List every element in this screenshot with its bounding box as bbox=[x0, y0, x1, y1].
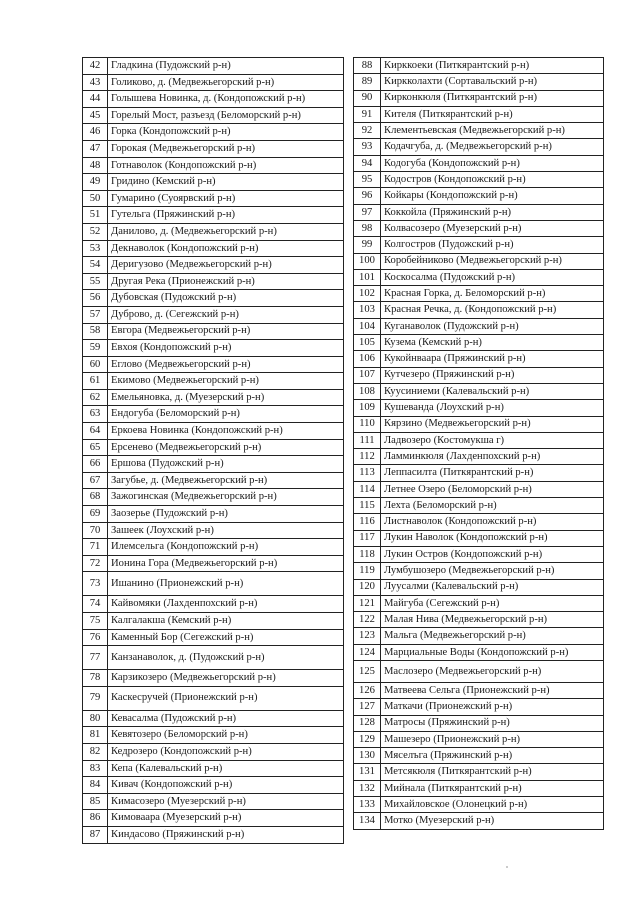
table-row bbox=[83, 572, 344, 596]
row-number: 67 bbox=[83, 472, 108, 489]
table-row bbox=[83, 810, 344, 827]
table-row bbox=[83, 107, 344, 124]
scan-speck bbox=[506, 866, 508, 868]
settlement-name: Гладкина (Пудожский р-н) bbox=[108, 58, 344, 75]
table-row bbox=[354, 351, 604, 367]
settlement-name: Маткачи (Прионежский р-н) bbox=[381, 699, 604, 715]
table-row bbox=[83, 174, 344, 191]
settlement-name: Куусиниеми (Калевальский р-н) bbox=[381, 383, 604, 399]
settlement-name: Евхоя (Кондопожский р-н) bbox=[108, 340, 344, 357]
table-row bbox=[83, 646, 344, 670]
row-number: 104 bbox=[354, 318, 381, 334]
table-row bbox=[83, 670, 344, 687]
table-row bbox=[83, 686, 344, 710]
table-row bbox=[83, 489, 344, 506]
settlement-name: Еркоева Новинка (Кондопожский р-н) bbox=[108, 423, 344, 440]
table-row bbox=[83, 629, 344, 646]
table-row bbox=[83, 356, 344, 373]
table-row bbox=[354, 123, 604, 139]
row-number: 130 bbox=[354, 748, 381, 764]
table-row bbox=[354, 106, 604, 122]
settlement-name: Колгостров (Пудожский р-н) bbox=[381, 237, 604, 253]
table-row bbox=[354, 465, 604, 481]
table-row bbox=[354, 481, 604, 497]
table-row bbox=[354, 58, 604, 74]
row-number: 56 bbox=[83, 290, 108, 307]
row-number: 55 bbox=[83, 273, 108, 290]
settlement-name: Маслозеро (Медвежьегорский р-н) bbox=[381, 660, 604, 682]
settlement-name: Летнее Озеро (Беломорский р-н) bbox=[381, 481, 604, 497]
row-number: 99 bbox=[354, 237, 381, 253]
settlement-name: Лехта (Беломорский р-н) bbox=[381, 498, 604, 514]
row-number: 72 bbox=[83, 555, 108, 572]
table-row bbox=[354, 286, 604, 302]
row-number: 75 bbox=[83, 613, 108, 630]
row-number: 73 bbox=[83, 572, 108, 596]
table-row bbox=[354, 546, 604, 562]
settlement-name: Лукин Остров (Кондопожский р-н) bbox=[381, 546, 604, 562]
table-row bbox=[83, 727, 344, 744]
settlement-name: Готнаволок (Кондопожский р-н) bbox=[108, 157, 344, 174]
settlement-name: Матвеева Сельга (Прионежский р-н) bbox=[381, 682, 604, 698]
row-number: 127 bbox=[354, 699, 381, 715]
table-row bbox=[83, 777, 344, 794]
table-row bbox=[354, 220, 604, 236]
table-row bbox=[83, 456, 344, 473]
table-row bbox=[83, 472, 344, 489]
table-row bbox=[354, 595, 604, 611]
row-number: 120 bbox=[354, 579, 381, 595]
row-number: 46 bbox=[83, 124, 108, 141]
settlement-name: Ершова (Пудожский р-н) bbox=[108, 456, 344, 473]
table-row bbox=[354, 335, 604, 351]
table-row bbox=[83, 373, 344, 390]
table-row bbox=[83, 406, 344, 423]
settlement-name: Койкары (Кондопожский р-н) bbox=[381, 188, 604, 204]
row-number: 133 bbox=[354, 797, 381, 813]
settlement-name: Горокая (Медвежьегорский р-н) bbox=[108, 140, 344, 157]
settlement-name: Кевятозеро (Беломорский р-н) bbox=[108, 727, 344, 744]
right-column-body bbox=[354, 58, 604, 830]
row-number: 47 bbox=[83, 140, 108, 157]
row-number: 124 bbox=[354, 644, 381, 660]
row-number: 45 bbox=[83, 107, 108, 124]
table-row bbox=[354, 498, 604, 514]
settlement-name: Голышева Новинка, д. (Кондопожский р-н) bbox=[108, 91, 344, 108]
right-column-table bbox=[353, 57, 604, 830]
table-row bbox=[354, 780, 604, 796]
settlement-name: Листнаволок (Кондопожский р-н) bbox=[381, 514, 604, 530]
row-number: 68 bbox=[83, 489, 108, 506]
table-row bbox=[354, 731, 604, 747]
table-row bbox=[354, 172, 604, 188]
row-number: 52 bbox=[83, 223, 108, 240]
settlement-name: Калгалакша (Кемский р-н) bbox=[108, 613, 344, 630]
settlement-name: Кярзино (Медвежьегорский р-н) bbox=[381, 416, 604, 432]
settlement-name: Канзанаволок, д. (Пудожский р-н) bbox=[108, 646, 344, 670]
table-row bbox=[83, 522, 344, 539]
settlement-name: Красная Горка, д. Беломорский р-н) bbox=[381, 286, 604, 302]
settlement-name: Куганаволок (Пудожский р-н) bbox=[381, 318, 604, 334]
table-row bbox=[83, 743, 344, 760]
table-row bbox=[83, 826, 344, 843]
row-number: 93 bbox=[354, 139, 381, 155]
row-number: 87 bbox=[83, 826, 108, 843]
table-row bbox=[354, 612, 604, 628]
table-row bbox=[83, 290, 344, 307]
row-number: 110 bbox=[354, 416, 381, 432]
table-row bbox=[354, 253, 604, 269]
table-row bbox=[83, 273, 344, 290]
table-row bbox=[354, 628, 604, 644]
table-row bbox=[354, 432, 604, 448]
settlement-name: Декнаволок (Кондопожский р-н) bbox=[108, 240, 344, 257]
settlement-name: Лукин Наволок (Кондопожский р-н) bbox=[381, 530, 604, 546]
settlement-name: Ендогуба (Беломорский р-н) bbox=[108, 406, 344, 423]
row-number: 100 bbox=[354, 253, 381, 269]
row-number: 65 bbox=[83, 439, 108, 456]
row-number: 81 bbox=[83, 727, 108, 744]
row-number: 95 bbox=[354, 172, 381, 188]
settlement-name: Ламминкюля (Лахденпохский р-н) bbox=[381, 449, 604, 465]
settlement-name: Ладвозеро (Костомукша г) bbox=[381, 432, 604, 448]
settlement-name: Михайловское (Олонецкий р-н) bbox=[381, 797, 604, 813]
row-number: 80 bbox=[83, 710, 108, 727]
settlement-name: Кедрозеро (Кондопожский р-н) bbox=[108, 743, 344, 760]
row-number: 50 bbox=[83, 190, 108, 207]
left-column-body bbox=[83, 58, 344, 844]
table-row bbox=[83, 793, 344, 810]
settlement-name: Кимоваара (Муезерский р-н) bbox=[108, 810, 344, 827]
row-number: 96 bbox=[354, 188, 381, 204]
settlement-name: Деригузово (Медвежьегорский р-н) bbox=[108, 257, 344, 274]
row-number: 78 bbox=[83, 670, 108, 687]
settlement-name: Леппасилта (Питкярантский р-н) bbox=[381, 465, 604, 481]
table-row bbox=[354, 644, 604, 660]
table-row bbox=[83, 423, 344, 440]
settlement-name: Кодостров (Кондопожский р-н) bbox=[381, 172, 604, 188]
row-number: 107 bbox=[354, 367, 381, 383]
table-row bbox=[354, 514, 604, 530]
row-number: 121 bbox=[354, 595, 381, 611]
row-number: 112 bbox=[354, 449, 381, 465]
row-number: 132 bbox=[354, 780, 381, 796]
row-number: 92 bbox=[354, 123, 381, 139]
row-number: 129 bbox=[354, 731, 381, 747]
table-row bbox=[354, 188, 604, 204]
settlement-name: Илемсельга (Кондопожский р-н) bbox=[108, 539, 344, 556]
table-row bbox=[354, 715, 604, 731]
row-number: 69 bbox=[83, 506, 108, 523]
row-number: 98 bbox=[354, 220, 381, 236]
settlement-name: Екимово (Медвежьегорский р-н) bbox=[108, 373, 344, 390]
settlement-name: Кушеванда (Лоухский р-н) bbox=[381, 400, 604, 416]
table-row bbox=[354, 530, 604, 546]
settlement-name: Ионина Гора (Медвежьегорский р-н) bbox=[108, 555, 344, 572]
table-row bbox=[354, 748, 604, 764]
row-number: 64 bbox=[83, 423, 108, 440]
settlement-name: Кепа (Калевальский р-н) bbox=[108, 760, 344, 777]
row-number: 101 bbox=[354, 269, 381, 285]
table-row bbox=[83, 140, 344, 157]
table-row bbox=[354, 682, 604, 698]
settlement-name: Ишанино (Прионежский р-н) bbox=[108, 572, 344, 596]
row-number: 57 bbox=[83, 306, 108, 323]
settlement-name: Мальга (Медвежьегорский р-н) bbox=[381, 628, 604, 644]
row-number: 71 bbox=[83, 539, 108, 556]
settlement-name: Коскосалма (Пудожский р-н) bbox=[381, 269, 604, 285]
table-row bbox=[83, 223, 344, 240]
settlement-name: Марциальные Воды (Кондопожский р-н) bbox=[381, 644, 604, 660]
settlement-name: Горка (Кондопожский р-н) bbox=[108, 124, 344, 141]
table-row bbox=[354, 90, 604, 106]
row-number: 84 bbox=[83, 777, 108, 794]
table-row bbox=[354, 269, 604, 285]
row-number: 62 bbox=[83, 389, 108, 406]
table-row bbox=[83, 190, 344, 207]
row-number: 108 bbox=[354, 383, 381, 399]
table-row bbox=[83, 340, 344, 357]
table-row bbox=[354, 416, 604, 432]
row-number: 128 bbox=[354, 715, 381, 731]
row-number: 119 bbox=[354, 563, 381, 579]
settlement-name: Лумбушозеро (Медвежьегорский р-н) bbox=[381, 563, 604, 579]
settlement-name: Мотко (Муезерский р-н) bbox=[381, 813, 604, 829]
table-row bbox=[83, 613, 344, 630]
settlement-name: Красная Речка, д. (Кондопожский р-н) bbox=[381, 302, 604, 318]
settlement-name: Данилово, д. (Медвежьегорский р-н) bbox=[108, 223, 344, 240]
settlement-name: Каменный Бор (Сегежский р-н) bbox=[108, 629, 344, 646]
settlement-name: Кутчезеро (Пряжинский р-н) bbox=[381, 367, 604, 383]
row-number: 118 bbox=[354, 546, 381, 562]
table-row bbox=[354, 813, 604, 829]
row-number: 106 bbox=[354, 351, 381, 367]
settlement-name: Заозерье (Пудожский р-н) bbox=[108, 506, 344, 523]
row-number: 61 bbox=[83, 373, 108, 390]
row-number: 44 bbox=[83, 91, 108, 108]
row-number: 77 bbox=[83, 646, 108, 670]
settlement-name: Мяселъга (Пряжинский р-н) bbox=[381, 748, 604, 764]
settlement-name: Загубье, д. (Медвежьегорский р-н) bbox=[108, 472, 344, 489]
table-row bbox=[354, 660, 604, 682]
table-row bbox=[83, 74, 344, 91]
row-number: 42 bbox=[83, 58, 108, 75]
settlement-name: Кодогуба (Кондопожский р-н) bbox=[381, 155, 604, 171]
row-number: 54 bbox=[83, 257, 108, 274]
row-number: 115 bbox=[354, 498, 381, 514]
row-number: 126 bbox=[354, 682, 381, 698]
row-number: 58 bbox=[83, 323, 108, 340]
settlement-name: Каскесручей (Прионежский р-н) bbox=[108, 686, 344, 710]
row-number: 43 bbox=[83, 74, 108, 91]
row-number: 51 bbox=[83, 207, 108, 224]
row-number: 85 bbox=[83, 793, 108, 810]
table-row bbox=[83, 760, 344, 777]
table-row bbox=[354, 797, 604, 813]
row-number: 123 bbox=[354, 628, 381, 644]
table-row bbox=[354, 764, 604, 780]
table-row bbox=[354, 699, 604, 715]
settlement-name: Коккойла (Пряжинский р-н) bbox=[381, 204, 604, 220]
table-row bbox=[83, 555, 344, 572]
settlement-name: Другая Река (Прионежский р-н) bbox=[108, 273, 344, 290]
settlement-name: Машезеро (Прионежский р-н) bbox=[381, 731, 604, 747]
settlement-name: Кирккоеки (Питкярантский р-н) bbox=[381, 58, 604, 74]
settlement-name: Колвасозеро (Муезерский р-н) bbox=[381, 220, 604, 236]
row-number: 63 bbox=[83, 406, 108, 423]
table-row bbox=[83, 91, 344, 108]
row-number: 134 bbox=[354, 813, 381, 829]
row-number: 103 bbox=[354, 302, 381, 318]
settlement-name: Кителя (Питкярантский р-н) bbox=[381, 106, 604, 122]
table-row bbox=[83, 157, 344, 174]
table-row bbox=[83, 539, 344, 556]
row-number: 79 bbox=[83, 686, 108, 710]
settlement-name: Киндасово (Пряжинский р-н) bbox=[108, 826, 344, 843]
settlement-name: Карзикозеро (Медвежьегорский р-н) bbox=[108, 670, 344, 687]
row-number: 125 bbox=[354, 660, 381, 682]
row-number: 59 bbox=[83, 340, 108, 357]
table-row bbox=[354, 155, 604, 171]
table-row bbox=[83, 124, 344, 141]
table-row bbox=[354, 139, 604, 155]
table-row bbox=[83, 389, 344, 406]
row-number: 70 bbox=[83, 522, 108, 539]
table-row bbox=[354, 302, 604, 318]
table-row bbox=[354, 367, 604, 383]
row-number: 49 bbox=[83, 174, 108, 191]
row-number: 102 bbox=[354, 286, 381, 302]
row-number: 89 bbox=[354, 74, 381, 90]
settlement-name: Дуброво, д. (Сегежский р-н) bbox=[108, 306, 344, 323]
table-row bbox=[83, 240, 344, 257]
settlement-name: Мийнала (Питкярантский р-н) bbox=[381, 780, 604, 796]
settlement-name: Клементьевская (Медвежьегорский р-н) bbox=[381, 123, 604, 139]
row-number: 48 bbox=[83, 157, 108, 174]
settlement-name: Зажогинская (Медвежьегорский р-н) bbox=[108, 489, 344, 506]
row-number: 113 bbox=[354, 465, 381, 481]
row-number: 109 bbox=[354, 400, 381, 416]
settlement-name: Куземa (Кемский р-н) bbox=[381, 335, 604, 351]
table-row bbox=[83, 596, 344, 613]
table-row bbox=[354, 579, 604, 595]
settlement-name: Метсякюля (Питкярантский р-н) bbox=[381, 764, 604, 780]
row-number: 74 bbox=[83, 596, 108, 613]
row-number: 94 bbox=[354, 155, 381, 171]
settlement-name: Матросы (Пряжинский р-н) bbox=[381, 715, 604, 731]
settlement-name: Гумарино (Суоярвский р-н) bbox=[108, 190, 344, 207]
settlement-name: Кимасозеро (Муезерский р-н) bbox=[108, 793, 344, 810]
row-number: 97 bbox=[354, 204, 381, 220]
settlement-name: Майгуба (Сегежский р-н) bbox=[381, 595, 604, 611]
row-number: 83 bbox=[83, 760, 108, 777]
settlement-name: Дубовская (Пудожский р-н) bbox=[108, 290, 344, 307]
row-number: 88 bbox=[354, 58, 381, 74]
row-number: 76 bbox=[83, 629, 108, 646]
settlement-name: Кодачгуба, д. (Медвежьегорский р-н) bbox=[381, 139, 604, 155]
table-row bbox=[83, 257, 344, 274]
table-row bbox=[354, 563, 604, 579]
settlement-name: Гридино (Кемский р-н) bbox=[108, 174, 344, 191]
row-number: 122 bbox=[354, 612, 381, 628]
table-row bbox=[354, 449, 604, 465]
row-number: 86 bbox=[83, 810, 108, 827]
settlement-list bbox=[82, 57, 604, 844]
left-column-table bbox=[82, 57, 344, 844]
settlement-name: Кирконкюля (Питкярантский р-н) bbox=[381, 90, 604, 106]
row-number: 114 bbox=[354, 481, 381, 497]
table-row bbox=[83, 506, 344, 523]
row-number: 53 bbox=[83, 240, 108, 257]
settlement-name: Кукойнваара (Пряжинский р-н) bbox=[381, 351, 604, 367]
table-row bbox=[83, 710, 344, 727]
row-number: 117 bbox=[354, 530, 381, 546]
table-row bbox=[83, 207, 344, 224]
settlement-name: Кивач (Кондопожский р-н) bbox=[108, 777, 344, 794]
row-number: 66 bbox=[83, 456, 108, 473]
table-row bbox=[354, 318, 604, 334]
table-row bbox=[354, 237, 604, 253]
settlement-name: Кайвомяки (Лахденпохский р-н) bbox=[108, 596, 344, 613]
settlement-name: Гутельга (Пряжинский р-н) bbox=[108, 207, 344, 224]
settlement-name: Евгора (Медвежьегорский р-н) bbox=[108, 323, 344, 340]
row-number: 105 bbox=[354, 335, 381, 351]
row-number: 111 bbox=[354, 432, 381, 448]
row-number: 60 bbox=[83, 356, 108, 373]
settlement-name: Еглово (Медвежьегорский р-н) bbox=[108, 356, 344, 373]
row-number: 90 bbox=[354, 90, 381, 106]
row-number: 82 bbox=[83, 743, 108, 760]
settlement-name: Луусалми (Калевальский р-н) bbox=[381, 579, 604, 595]
table-row bbox=[83, 306, 344, 323]
row-number: 116 bbox=[354, 514, 381, 530]
table-row bbox=[354, 383, 604, 399]
settlement-name: Голиково, д. (Медвежьегорский р-н) bbox=[108, 74, 344, 91]
table-row bbox=[83, 439, 344, 456]
table-row bbox=[83, 323, 344, 340]
table-row bbox=[83, 58, 344, 75]
table-row bbox=[354, 204, 604, 220]
settlement-name: Горелый Мост, разъезд (Беломорский р-н) bbox=[108, 107, 344, 124]
settlement-name: Ерсенево (Медвежьегорский р-н) bbox=[108, 439, 344, 456]
row-number: 131 bbox=[354, 764, 381, 780]
settlement-name: Зашеек (Лоухский р-н) bbox=[108, 522, 344, 539]
table-row bbox=[354, 74, 604, 90]
settlement-name: Коробейниково (Медвежьегорский р-н) bbox=[381, 253, 604, 269]
settlement-name: Емельяновка, д. (Муезерский р-н) bbox=[108, 389, 344, 406]
table-row bbox=[354, 400, 604, 416]
settlement-name: Киркколахти (Сортавальский р-н) bbox=[381, 74, 604, 90]
row-number: 91 bbox=[354, 106, 381, 122]
settlement-name: Малая Нива (Медвежьегорский р-н) bbox=[381, 612, 604, 628]
settlement-name: Кевасалма (Пудожский р-н) bbox=[108, 710, 344, 727]
